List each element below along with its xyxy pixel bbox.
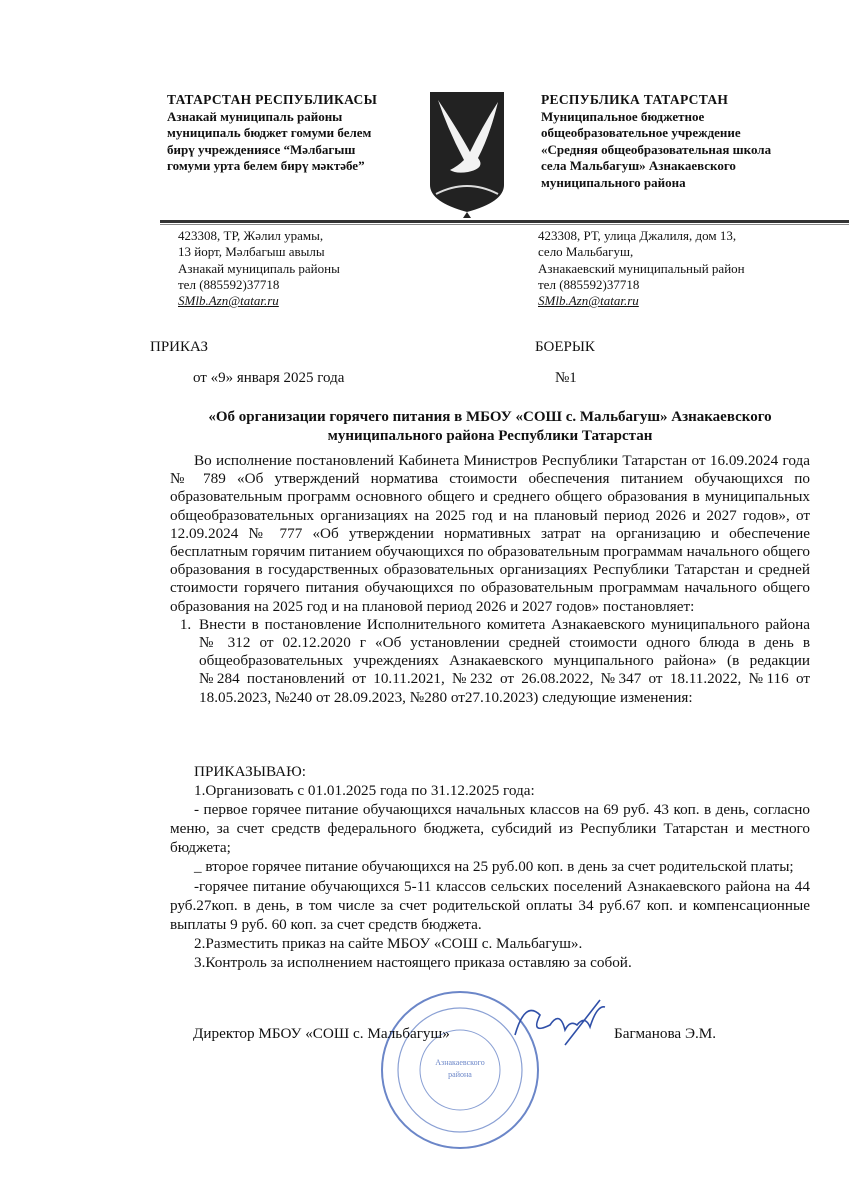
document-title xyxy=(170,408,810,446)
header-right-line: общеобразовательное учреждение xyxy=(541,125,741,140)
header-divider-thin xyxy=(160,224,849,225)
header-right-line: Муниципальное бюджетное xyxy=(541,108,705,124)
address-line: 13 йорт, Мәлбагыш авылы xyxy=(178,244,325,260)
signature-position: Директор МБОУ «СОШ с. Мальбагуш» xyxy=(193,1025,450,1042)
address-line: 423308, ТР, Жәлил урамы, xyxy=(178,228,324,243)
header-left xyxy=(167,92,377,175)
email-link[interactable]: SMlb.Azn@tatar.ru xyxy=(178,293,279,309)
order-number: №1 xyxy=(555,370,577,386)
signature-name: Багманова Э.М. xyxy=(614,1025,717,1042)
order-item: -горячее питание обучающихся 5-11 классов сельских поселений Азнакаевского района на 44 руб.27коп. в день, в том числе за счет родительской оплаты 34 руб.67 коп. и компенсационные выплаты 9 руб. 60 коп. за счет средств бюджета. xyxy=(170,877,810,933)
header-divider xyxy=(160,220,849,223)
list-item: 1. Внести в постановление Исполнительного комитета Азнакаевского муниципального района № 312 от 02.12.2020 г «Об установлении средней стоимости одного блюда в день в общеобразовательных учреждениях Азнакаевского мунципального района» (в редакции №284 постановлений от 10.11.2021, №232 от 26.08.2022, №347 от 18.11.2022, №116 от 18.05.2023, №240 от 28.09.2023, №280 от27.10.2023) следующие изменения: xyxy=(195,616,810,707)
header-right-line: «Средняя общеобразовательная школа xyxy=(541,141,772,157)
orders-section xyxy=(170,762,810,972)
order-item: 1.Организовать с 01.01.2025 года по 31.12.2025 года: xyxy=(194,782,535,800)
address-right xyxy=(538,228,745,309)
order-item: - первое горячее питание обучающихся начальных классов на 69 руб. 43 коп. в день, согласно меню, за счет средств федерального бюджета, субсидий из Республики Татарстан и местного бюджета; xyxy=(170,801,810,857)
header-right-title: РЕСПУБЛИКА ТАТАРСТАН xyxy=(541,92,729,107)
header-right-line: села Мальбагуш» Азнакаевского xyxy=(541,158,736,173)
email-link[interactable]: SMlb.Azn@tatar.ru xyxy=(538,293,639,309)
address-line: Азнакай муниципаль районы xyxy=(178,260,340,276)
order-label-tt: БОЕРЫК xyxy=(535,339,595,355)
address-line: Азнакаевский муниципальный район xyxy=(538,260,745,276)
coat-of-arms-icon xyxy=(428,90,506,220)
title-line: «Об организации горячего питания в МБОУ «СОШ с. Мальбагуш» Азнакаевского xyxy=(208,409,772,425)
signature-icon xyxy=(505,995,615,1055)
header-left-title: ТАТАРСТАН РЕСПУБЛИКАСЫ xyxy=(167,92,378,107)
orders-heading: ПРИКАЗЫВАЮ: xyxy=(194,763,306,780)
header-left-line: Азнакай муниципаль районы xyxy=(167,108,343,124)
order-item: 3.Контроль за исполнением настоящего приказа оставляю за собой. xyxy=(194,953,632,971)
title-line: муниципального района Республики Татарстан xyxy=(327,428,653,444)
address-line: село Мальбагуш, xyxy=(538,244,634,260)
preamble-section xyxy=(170,452,810,707)
preamble-paragraph: Во исполнение постановлений Кабинета Министров Республики Татарстан от 16.09.2024 года № 789 «Об утверждений норматива стоимости обеспечения питанием обучающихся по образовательным программ основного общего и среднего общего образования в муниципальных общеобразовательных организациях на 2025 год и на плановый период 2026 и 2027 годов», от 12.09.2024 № 777 «Об утверждении нормативных затрат на организацию и обеспечение бесплатным горячим питанием обучающихся по образовательным программам начального общего образования в государственных образовательных организациях Республики Татарстан и средней стоимости горячего питания обучающихся по образовательным программам начального общего образования на 2025 год и на плановой период 2026 и 2027 годов» постановляет: xyxy=(170,452,811,615)
header-left-line: гомуми урта белем бирү мәктәбе” xyxy=(167,158,365,173)
order-item: 2.Разместить приказ на сайте МБОУ «СОШ с. Мальбагуш». xyxy=(194,934,583,952)
header-left-line: муниципаль бюджет гомуми белем xyxy=(167,125,372,140)
order-item: _ второе горячее питание обучающихся на 25 руб.00 коп. в день за счет родительской платы; xyxy=(194,858,794,876)
header-right-line: муниципального района xyxy=(541,174,686,190)
order-date: от «9» января 2025 года xyxy=(193,370,345,386)
header-left-line: бирү учреждениясе “Мәлбагыш xyxy=(167,141,356,157)
address-left xyxy=(178,228,340,309)
address-line: 423308, РТ, улица Джалиля, дом 13, xyxy=(538,228,737,243)
header-right xyxy=(541,92,771,191)
address-line: тел (885592)37718 xyxy=(538,276,640,292)
svg-text:района: района xyxy=(448,1070,472,1079)
address-line: тел (885592)37718 xyxy=(178,276,280,292)
order-label-ru: ПРИКАЗ xyxy=(150,339,208,355)
svg-text:Азнакаевского: Азнакаевского xyxy=(435,1058,485,1067)
